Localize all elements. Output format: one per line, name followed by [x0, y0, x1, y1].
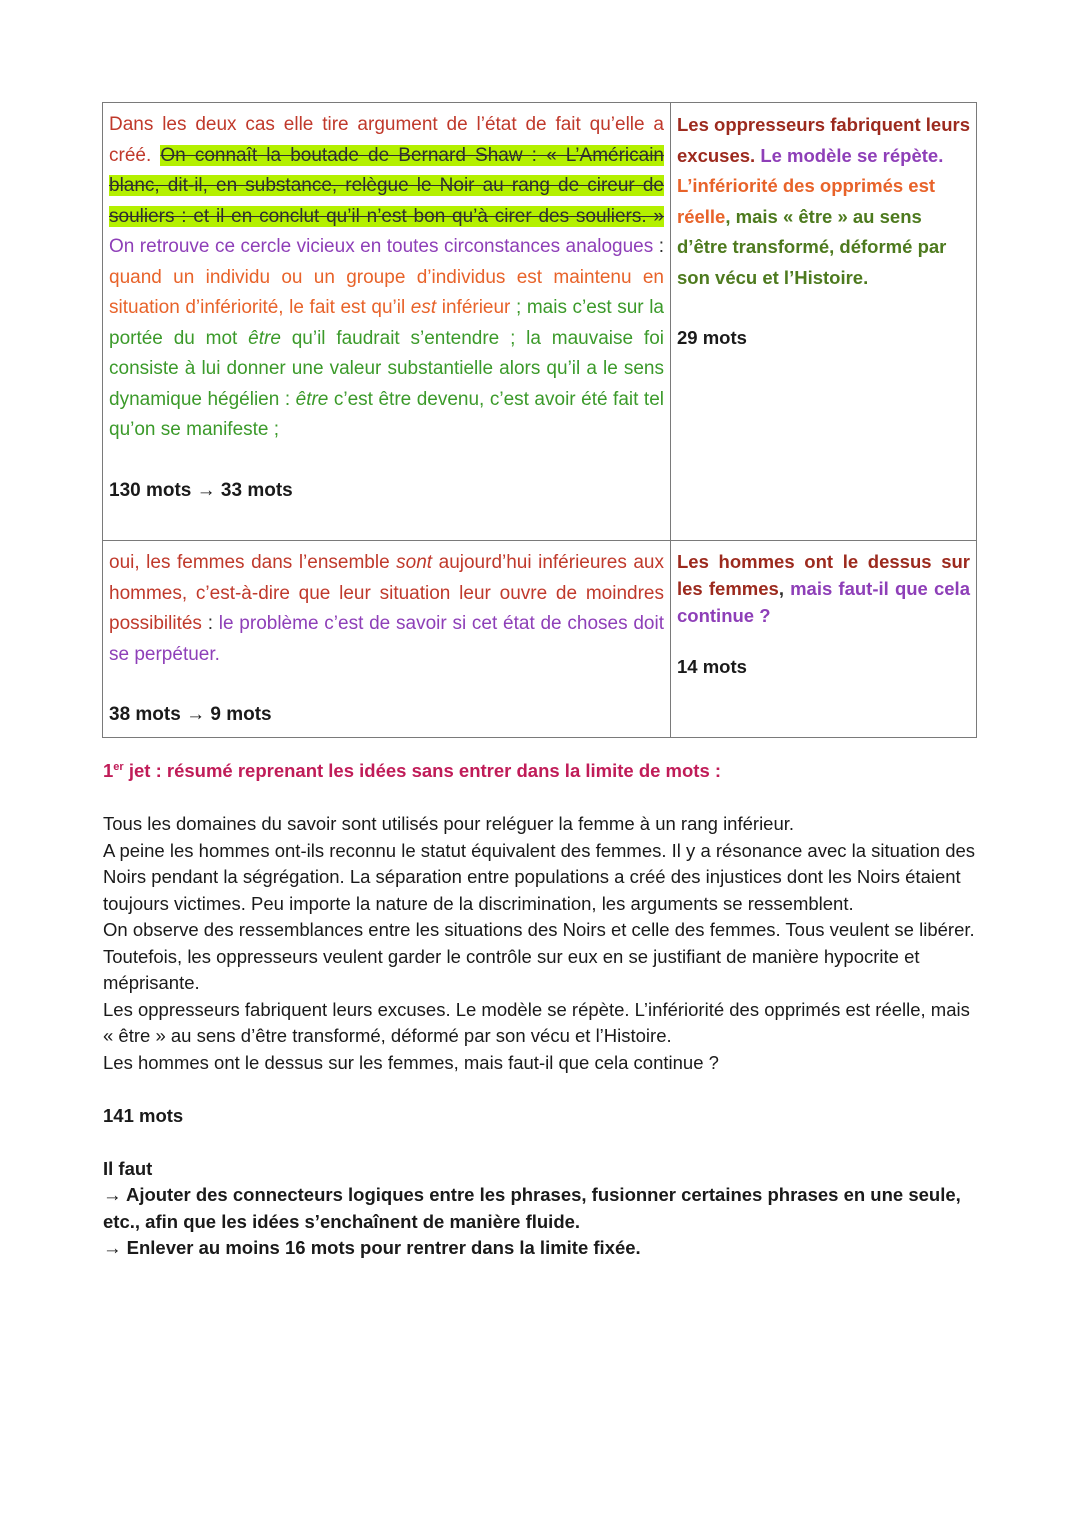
word-count: 38 mots → 9 mots — [109, 704, 272, 725]
summary-paragraph: Tous les domaines du savoir sont utilisés pour reléguer la femme à un rang inférieur. — [103, 813, 795, 834]
text-segment: qu’il faudrait s’entendre ; la mauvaise foi consiste à lui donner une valeur substantielle alors qu’il a le sens dynamique hégélien : — [109, 327, 664, 410]
text-segment: le problème c’est de savoir si cet état de choses doit se perpétuer. — [109, 613, 664, 665]
text-segment: mais faut-il que cela continue ? — [677, 578, 970, 626]
summary-paragraph: Les oppresseurs fabriquent leurs excuses. Le modèle se répète. L’infériorité des opprimés est réelle, mais « être » au sens d’être transformé, déformé par son vécu et l’Histoire. — [103, 998, 970, 1046]
text-segment: On retrouve ce cercle vicieux en toutes circonstances analogues — [109, 236, 654, 257]
text-segment: ; mais c’est sur la portée du mot — [109, 297, 664, 349]
heading-superscript: er — [113, 760, 124, 773]
spacer — [677, 293, 970, 323]
struck-highlighted-quote: On connaît la boutade de Bernard Shaw : « L’Américain blanc, dit-il, en substance, relègue le Noir au rang de cireur de souliers : et il en conclut qu’il n’est bon qu’à cirer des souliers. » — [109, 144, 664, 227]
draft-section — [103, 758, 983, 1262]
summary-cell — [671, 103, 977, 541]
advice-item: → Ajouter des connecteurs logiques entre les phrases, fusionner certaines phrases en une seule, etc., afin que les idées s’enchaînent de manière fluide. — [103, 1184, 961, 1232]
text-segment: , mais « être » au sens d’être transformé, déformé par son vécu et l’Histoire. — [677, 205, 947, 288]
text-segment: L’infériorité des opprimés est réelle — [677, 175, 936, 227]
text-segment: aujourd’hui inférieures aux hommes, c’est-à-dire que leur situation leur ouvre de moindres possibilités — [109, 552, 664, 634]
emphasis: être — [248, 327, 281, 349]
summary-cell — [671, 541, 977, 738]
spacer — [103, 1076, 983, 1103]
text-segment: quand un individu ou un groupe d’individus est maintenu en situation d’infériorité, le fait est qu’il — [109, 266, 664, 318]
emphasis: est — [410, 297, 437, 318]
spacer — [103, 785, 983, 812]
advice-title: Il faut — [103, 1157, 153, 1179]
word-count: 141 mots — [103, 1104, 184, 1126]
word-count: 14 mots — [677, 656, 747, 677]
emphasis: sont — [396, 552, 433, 573]
text-segment: , — [778, 578, 791, 599]
heading-number: 1 — [103, 760, 114, 781]
spacer — [109, 670, 664, 700]
text-segment: : — [201, 613, 219, 634]
summary-paragraph: On observe des ressemblances entre les situations des Noirs et celle des femmes. Tous veulent se libérer. Toutefois, les oppresseurs veulent garder le contrôle sur eux en se justifiant de manière hypocrite et méprisante. — [103, 919, 975, 993]
text-segment — [109, 297, 664, 440]
summary-table — [102, 102, 977, 738]
text-segment: c’est être devenu, c’est avoir été fait tel qu’on se manifeste ; — [109, 388, 664, 440]
summary-paragraph: Les hommes ont le dessus sur les femmes, mais faut-il que cela continue ? — [103, 1051, 719, 1073]
heading-text: jet : résumé reprenant les idées sans entrer dans la limite de mots : — [123, 760, 722, 781]
spacer — [103, 1129, 983, 1156]
section-heading — [103, 758, 983, 785]
word-count: 130 mots → 33 mots — [109, 479, 293, 501]
text-segment: inférieur — [436, 297, 511, 318]
original-text-cell — [103, 103, 671, 541]
original-text-cell — [103, 541, 671, 738]
text-segment: Les hommes ont le dessus sur les femmes — [677, 551, 970, 599]
text-segment: Dans les deux cas elle tire argument de l’état de fait qu’elle a créé. — [109, 114, 664, 166]
summary-paragraph: A peine les hommes ont-ils reconnu le statut équivalent des femmes. Il y a résonance avec la situation des Noirs pendant la ségrégation. La séparation entre populations a créé des injustices dont les Noirs étaient toujours victimes. Peu importe la nature de la discrimination, les arguments se ressemblent. — [103, 839, 976, 914]
text-segment: Le modèle se répète. — [755, 144, 944, 166]
spacer — [677, 629, 970, 653]
table-row — [103, 541, 977, 738]
text-segment: Les oppresseurs fabriquent leurs excuses. — [677, 114, 971, 166]
spacer — [109, 446, 664, 476]
advice-item: → Enlever au moins 16 mots pour rentrer dans la limite fixée. — [103, 1237, 641, 1258]
table-row — [103, 103, 977, 541]
text-segment: oui, les femmes dans l’ensemble — [109, 552, 397, 573]
word-count: 29 mots — [677, 327, 747, 348]
emphasis: être — [295, 388, 329, 410]
text-segment: : — [653, 236, 664, 257]
